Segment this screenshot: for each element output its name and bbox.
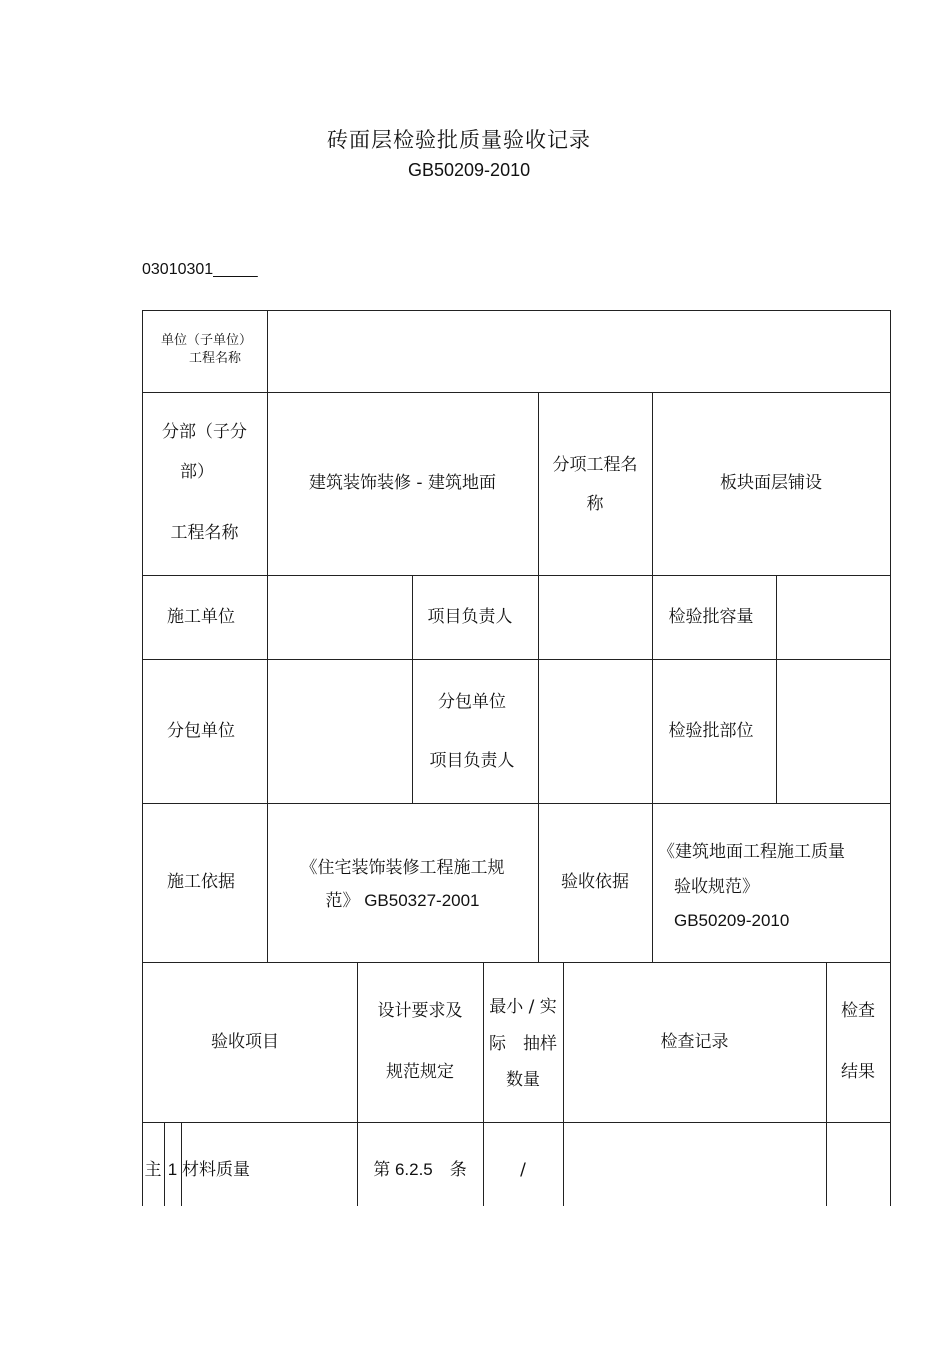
main-control-group-label: 主 bbox=[144, 1159, 162, 1180]
acceptance-basis-value: 《建筑地面工程施工质量 验收规范》 GB50209-2010 bbox=[658, 841, 845, 931]
inspection-item-name: 材料质量 bbox=[182, 1159, 250, 1180]
inspection-record-value[interactable] bbox=[563, 1122, 826, 1206]
project-manager-label: 项目负责人 bbox=[427, 606, 513, 627]
inspection-record-header: 检查记录 bbox=[660, 1031, 729, 1052]
contractor-label: 施工单位 bbox=[167, 606, 235, 627]
sub-item-name-label: 分项工程名 称 bbox=[552, 455, 638, 514]
batch-location-label: 检验批部位 bbox=[668, 720, 754, 741]
acceptance-basis-label: 验收依据 bbox=[561, 872, 629, 893]
standard-code: GB50209-2010 bbox=[408, 160, 531, 180]
unit-project-label: 单位（子单位） 工程名称 bbox=[160, 332, 252, 366]
sub-item-name-value[interactable]: 板块面层铺设 bbox=[720, 473, 822, 494]
table-row-index: 1 bbox=[167, 1159, 178, 1179]
batch-capacity-value[interactable] bbox=[776, 575, 890, 659]
unit-project-value[interactable] bbox=[267, 310, 890, 392]
subdivision-value[interactable]: 建筑装饰装修 - 建筑地面 bbox=[309, 473, 496, 494]
subdivision-label-line1: 分部（子分 bbox=[162, 421, 247, 442]
inspection-spec: 第 6.2.5 条 bbox=[373, 1159, 467, 1179]
contractor-value[interactable] bbox=[267, 575, 412, 659]
design-requirement-header: 设计要求及 规范规定 bbox=[377, 1001, 463, 1082]
inspection-sample: / bbox=[520, 1159, 526, 1180]
batch-location-value[interactable] bbox=[776, 659, 890, 803]
batch-capacity-label: 检验批容量 bbox=[668, 606, 754, 627]
sub-manager-label: 分包单位 项目负责人 bbox=[429, 692, 515, 771]
subcontractor-label: 分包单位 bbox=[167, 720, 235, 741]
construction-basis-value: 《住宅装饰装修工程施工规 范》 GB50327-2001 bbox=[300, 858, 505, 910]
document-title: 砖面层检验批质量验收记录 bbox=[327, 128, 591, 152]
inspection-result-header: 检查 结果 bbox=[841, 1001, 875, 1082]
inspection-item-header: 验收项目 bbox=[211, 1031, 279, 1052]
subdivision-label-line3: 工程名称 bbox=[170, 522, 239, 543]
inspection-result-value[interactable] bbox=[826, 1122, 890, 1206]
subdivision-label-line2: 部） bbox=[180, 461, 214, 482]
form-code: 03010301_____ bbox=[142, 261, 258, 278]
sample-count-header: 最小 / 实 际 抽样 数量 bbox=[489, 996, 557, 1091]
sub-manager-value[interactable] bbox=[538, 659, 652, 803]
project-manager-value[interactable] bbox=[538, 575, 652, 659]
construction-basis-label: 施工依据 bbox=[167, 872, 235, 893]
subcontractor-value[interactable] bbox=[267, 659, 412, 803]
acceptance-form-table bbox=[142, 310, 891, 1206]
